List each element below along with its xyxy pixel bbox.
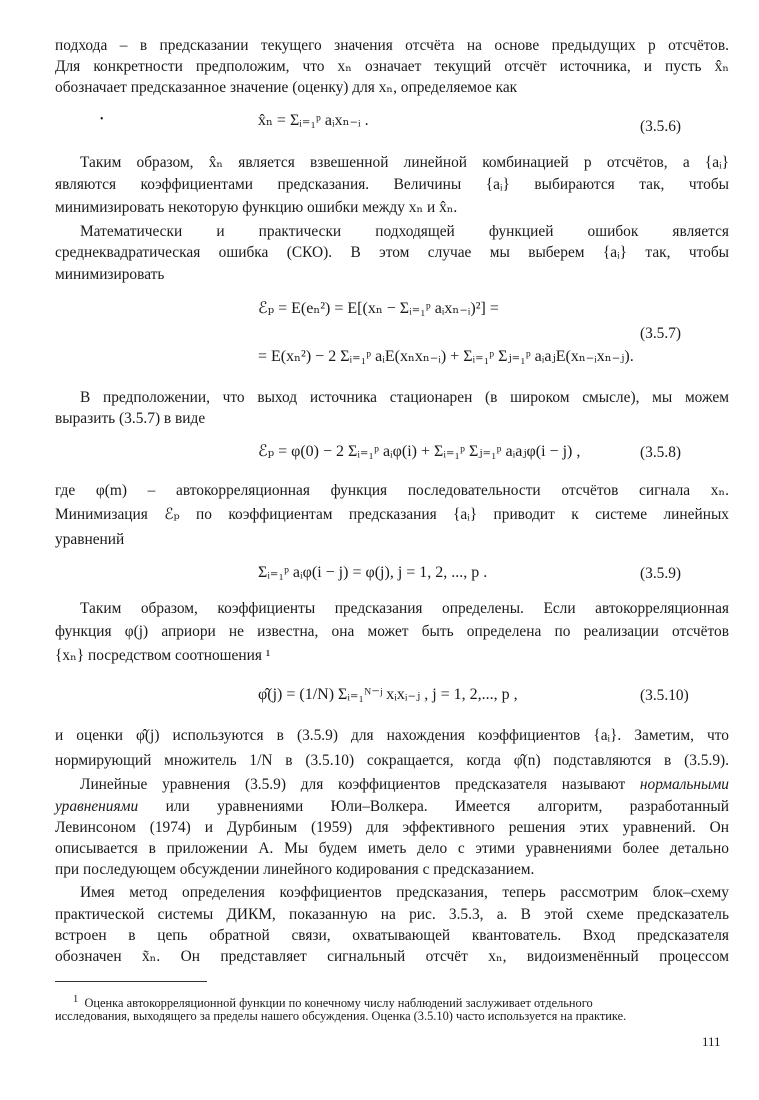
text-line-25: Имея метод определения коэффициентов предсказания, теперь рассмотрим блок–схему (80, 884, 729, 901)
text-line-5: являются коэффициентами предсказания. Величины {aᵢ} выбираются так, чтобы (55, 176, 729, 193)
text-line-2: Для конкретности предположим, что xₙ означает текущий отсчёт источника, и пусть x̂ₙ (55, 58, 729, 75)
footnote-separator (55, 981, 207, 982)
text-line-20-plain: Линейные уравнения (3.5.9) для коэффициентов предсказателя называют (80, 776, 640, 793)
text-line-21-plain: или уравнениями Юли–Волкера. Имеется алгоритм, разработанный (138, 798, 729, 815)
text-line-11: выразить (3.5.7) в виде (55, 410, 206, 427)
text-line-21 (55, 797, 729, 817)
term-normal-equations-part-1: нормальными (639, 776, 729, 793)
text-line-6: минимизировать некоторую функцию ошибки между xₙ и x̂ₙ. (55, 199, 458, 216)
equation-3-5-7-line-2: = E(xₙ²) − 2 Σᵢ₌₁ᵖ aᵢE(xₙxₙ₋ᵢ) + Σᵢ₌₁ᵖ Σⱼ₌₁ᵖ aᵢaⱼE(xₙ₋ᵢxₙ₋ⱼ). (258, 348, 634, 365)
text-line-4: Таким образом, x̂ₙ является взвешенной линейной комбинацией p отсчётов, а {aᵢ} (80, 154, 729, 171)
text-line-1: подхода – в предсказании текущего значения отсчёта на основе предыдущих p отсчётов. (55, 37, 729, 54)
equation-3-5-6: x̂ₙ = Σᵢ₌₁ᵖ aᵢxₙ₋ᵢ . (258, 112, 369, 129)
equation-number-3-5-10: (3.5.10) (640, 687, 689, 704)
equation-3-5-8: ℰₚ = φ(0) − 2 Σᵢ₌₁ᵖ aᵢφ(i) + Σᵢ₌₁ᵖ Σⱼ₌₁ᵖ aᵢaⱼφ(i − j) , (258, 443, 581, 460)
text-line-28: обозначен x̃ₙ. Он представляет сигнальный отсчёт xₙ, видоизменённый процессом (55, 948, 729, 965)
text-line-24: при последующем обсуждении линейного кодирования с предсказанием. (55, 861, 535, 878)
footnote-line-2: исследования, выходящего за пределы нашего обсуждения. Оценка (3.5.10) часто используется на практике. (55, 1009, 627, 1023)
text-line-15: Таким образом, коэффициенты предсказания определены. Если автокорреляционная (80, 600, 729, 617)
equation-number-3-5-9: (3.5.9) (640, 565, 682, 582)
stray-dot-mark: • (100, 114, 104, 125)
text-line-27: встроен в цепь обратной связи, охватывающей квантователь. Вход предсказателя (55, 927, 729, 944)
text-line-26: практической системы ДИКМ, показанную на рис. 3.5.3, а. В этой схеме предсказатель (55, 906, 729, 923)
equation-number-3-5-7: (3.5.7) (640, 325, 682, 342)
text-line-12: где φ(m) – автокорреляционная функция последовательности отсчётов сигнала xₙ. (55, 482, 729, 499)
term-normal-equations-part-2: уравнениями (55, 798, 139, 815)
text-line-19: нормирующий множитель 1/N в (3.5.10) сокращается, когда φ̂(n) подставляются в (3.5.9). (55, 752, 729, 769)
footnote-text-1: Оценка автокорреляционной функции по конечному числу наблюдений заслуживает отдельного (84, 996, 593, 1011)
equation-number-3-5-8: (3.5.8) (640, 444, 682, 461)
text-line-10: В предположении, что выход источника стационарен (в широком смысле), мы можем (80, 389, 729, 406)
text-line-17: {xₙ} посредством соотношения ¹ (55, 647, 271, 664)
equation-3-5-9: Σᵢ₌₁ᵖ aᵢφ(i − j) = φ(j), j = 1, 2, ..., p . (258, 564, 488, 581)
text-line-18: и оценки φ̂(j) используются в (3.5.9) для нахождения коэффициентов {aᵢ}. Заметим, что (55, 727, 729, 744)
text-line-8: среднеквадратическая ошибка (СКО). В этом случае мы выберем {aᵢ} так, чтобы (55, 244, 729, 261)
equation-number-3-5-6: (3.5.6) (640, 118, 682, 135)
text-line-14: уравнений (55, 531, 125, 548)
text-line-13: Минимизация ℰₚ по коэффициентам предсказания {aᵢ} приводит к системе линейных (55, 506, 729, 523)
text-line-23: описывается в приложении А. Мы будем иметь дело с этими уравнениями более детально (55, 840, 729, 857)
text-line-3: обозначает предсказанное значение (оценку) для xₙ, определяемое как (55, 79, 518, 96)
text-line-16: функция φ(j) априори не известна, она может быть определена по реализации отсчётов (55, 623, 729, 640)
page-number: 111 (702, 1034, 721, 1049)
text-line-7: Математически и практически подходящей функцией ошибок является (80, 223, 729, 240)
equation-3-5-7-line-1: ℰₚ = E(eₙ²) = E[(xₙ − Σᵢ₌₁ᵖ aᵢxₙ₋ᵢ)²] = (258, 300, 499, 317)
text-line-20 (55, 775, 729, 795)
text-line-22: Левинсоном (1974) и Дурбиным (1959) для эффективного решения этих уравнений. Он (55, 819, 729, 836)
equation-3-5-10: φ̂(j) = (1/N) Σᵢ₌₁ᴺ⁻ʲ xᵢxᵢ₋ⱼ , j = 1, 2,..., p , (258, 686, 518, 703)
text-line-9: минимизировать (55, 266, 165, 283)
footnote-marker: 1 (73, 994, 79, 1005)
